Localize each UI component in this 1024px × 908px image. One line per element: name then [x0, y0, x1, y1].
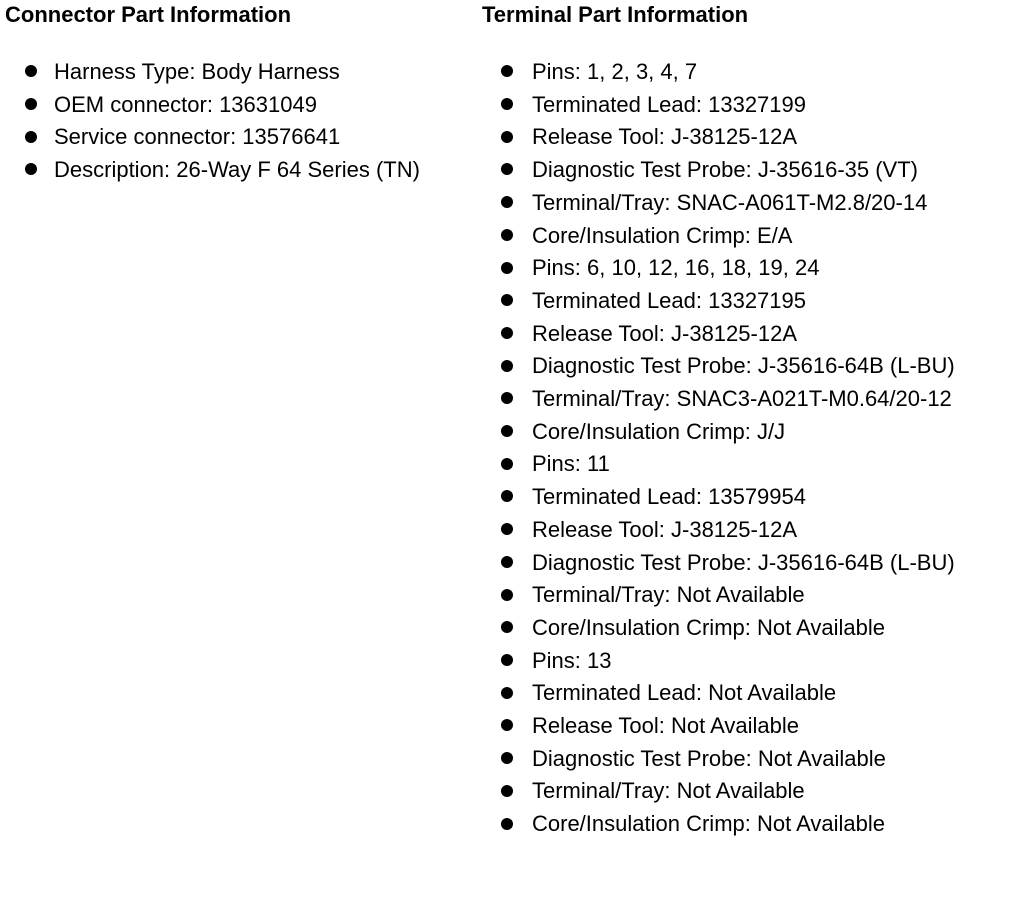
bullet-icon	[501, 490, 513, 502]
bullet-icon	[501, 621, 513, 633]
list-item	[482, 121, 1022, 154]
terminal-section	[482, 0, 1022, 841]
bullet-icon	[501, 785, 513, 797]
list-item	[482, 612, 1022, 645]
list-item-text: Terminated Lead: 13327199	[532, 91, 806, 117]
list-item-text: Diagnostic Test Probe: Not Available	[532, 745, 886, 771]
bullet-icon	[25, 65, 37, 77]
list-item	[482, 808, 1022, 841]
list-item	[482, 56, 1022, 89]
bullet-icon	[501, 196, 513, 208]
terminal-group-1	[482, 56, 1022, 252]
list-item	[482, 187, 1022, 220]
list-item	[482, 154, 1022, 187]
bullet-icon	[501, 589, 513, 601]
list-item	[482, 252, 1022, 285]
connector-heading: Connector Part Information	[5, 2, 292, 27]
list-item	[482, 775, 1022, 808]
bullet-icon	[501, 294, 513, 306]
bullet-icon	[501, 360, 513, 372]
bullet-icon	[501, 229, 513, 241]
list-item-text: Release Tool: J-38125-12A	[532, 320, 797, 346]
list-item-text: Core/Insulation Crimp: E/A	[532, 222, 793, 248]
list-item	[482, 579, 1022, 612]
bullet-icon	[25, 163, 37, 175]
list-item	[5, 121, 475, 154]
list-item-text: Pins: 13	[532, 647, 612, 673]
list-item	[5, 89, 475, 122]
list-item-text: Terminal/Tray: Not Available	[532, 582, 805, 608]
list-item	[482, 220, 1022, 253]
list-item-text: Pins: 6, 10, 12, 16, 18, 19, 24	[532, 255, 820, 281]
list-item-text: Release Tool: J-38125-12A	[532, 516, 797, 542]
list-item	[5, 56, 475, 89]
list-item-text: Terminated Lead: Not Available	[532, 680, 837, 706]
bullet-icon	[501, 752, 513, 764]
list-item	[482, 481, 1022, 514]
connector-list	[5, 56, 475, 187]
list-item	[482, 318, 1022, 351]
terminal-group-2	[482, 252, 1022, 448]
bullet-icon	[501, 654, 513, 666]
list-item-text: Diagnostic Test Probe: J-35616-64B (L-BU)	[532, 549, 955, 575]
bullet-icon	[501, 719, 513, 731]
list-item-text: Diagnostic Test Probe: J-35616-64B (L-BU)	[532, 353, 955, 379]
terminal-group-4	[482, 645, 1022, 841]
list-item	[5, 154, 475, 187]
list-item	[482, 383, 1022, 416]
list-item-text: OEM connector: 13631049	[54, 91, 317, 117]
list-item-text: Service connector: 13576641	[54, 124, 341, 150]
list-item	[482, 677, 1022, 710]
bullet-icon	[501, 523, 513, 535]
bullet-icon	[25, 131, 37, 143]
list-item-text: Diagnostic Test Probe: J-35616-35 (VT)	[532, 157, 918, 183]
list-item-text: Pins: 11	[532, 451, 610, 477]
list-item-text: Pins: 1, 2, 3, 4, 7	[532, 59, 698, 84]
bullet-icon	[25, 98, 37, 110]
bullet-icon	[501, 818, 513, 830]
list-item-text: Terminated Lead: 13327195	[532, 287, 806, 313]
list-item-text: Terminal/Tray: Not Available	[532, 778, 805, 804]
list-item-text: Core/Insulation Crimp: Not Available	[532, 811, 885, 837]
list-item	[482, 448, 1022, 481]
list-item-text: Terminal/Tray: SNAC-A061T-M2.8/20-14	[532, 189, 928, 215]
bullet-icon	[501, 163, 513, 175]
list-item	[482, 285, 1022, 318]
bullet-icon	[501, 131, 513, 143]
bullet-icon	[501, 327, 513, 339]
list-item-text: Harness Type: Body Harness	[54, 59, 340, 84]
bullet-icon	[501, 687, 513, 699]
list-item-text: Core/Insulation Crimp: Not Available	[532, 614, 885, 640]
list-item-text: Description: 26-Way F 64 Series (TN)	[54, 157, 420, 183]
bullet-icon	[501, 262, 513, 274]
terminal-group-3	[482, 448, 1022, 644]
list-item	[482, 547, 1022, 580]
list-item	[482, 514, 1022, 547]
list-item	[482, 710, 1022, 743]
list-item	[482, 89, 1022, 122]
connector-section	[5, 0, 475, 187]
list-item	[482, 350, 1022, 383]
bullet-icon	[501, 98, 513, 110]
bullet-icon	[501, 556, 513, 568]
list-item	[482, 743, 1022, 776]
bullet-icon	[501, 65, 513, 77]
list-item-text: Terminated Lead: 13579954	[532, 484, 806, 510]
list-item	[482, 416, 1022, 449]
terminal-heading: Terminal Part Information	[482, 2, 749, 27]
list-item-text: Terminal/Tray: SNAC3-A021T-M0.64/20-12	[532, 386, 952, 412]
bullet-icon	[501, 458, 513, 470]
bullet-icon	[501, 425, 513, 437]
list-item-text: Release Tool: J-38125-12A	[532, 124, 797, 150]
bullet-icon	[501, 392, 513, 404]
list-item-text: Core/Insulation Crimp: J/J	[532, 418, 786, 444]
list-item-text: Release Tool: Not Available	[532, 713, 800, 739]
list-item	[482, 645, 1022, 678]
